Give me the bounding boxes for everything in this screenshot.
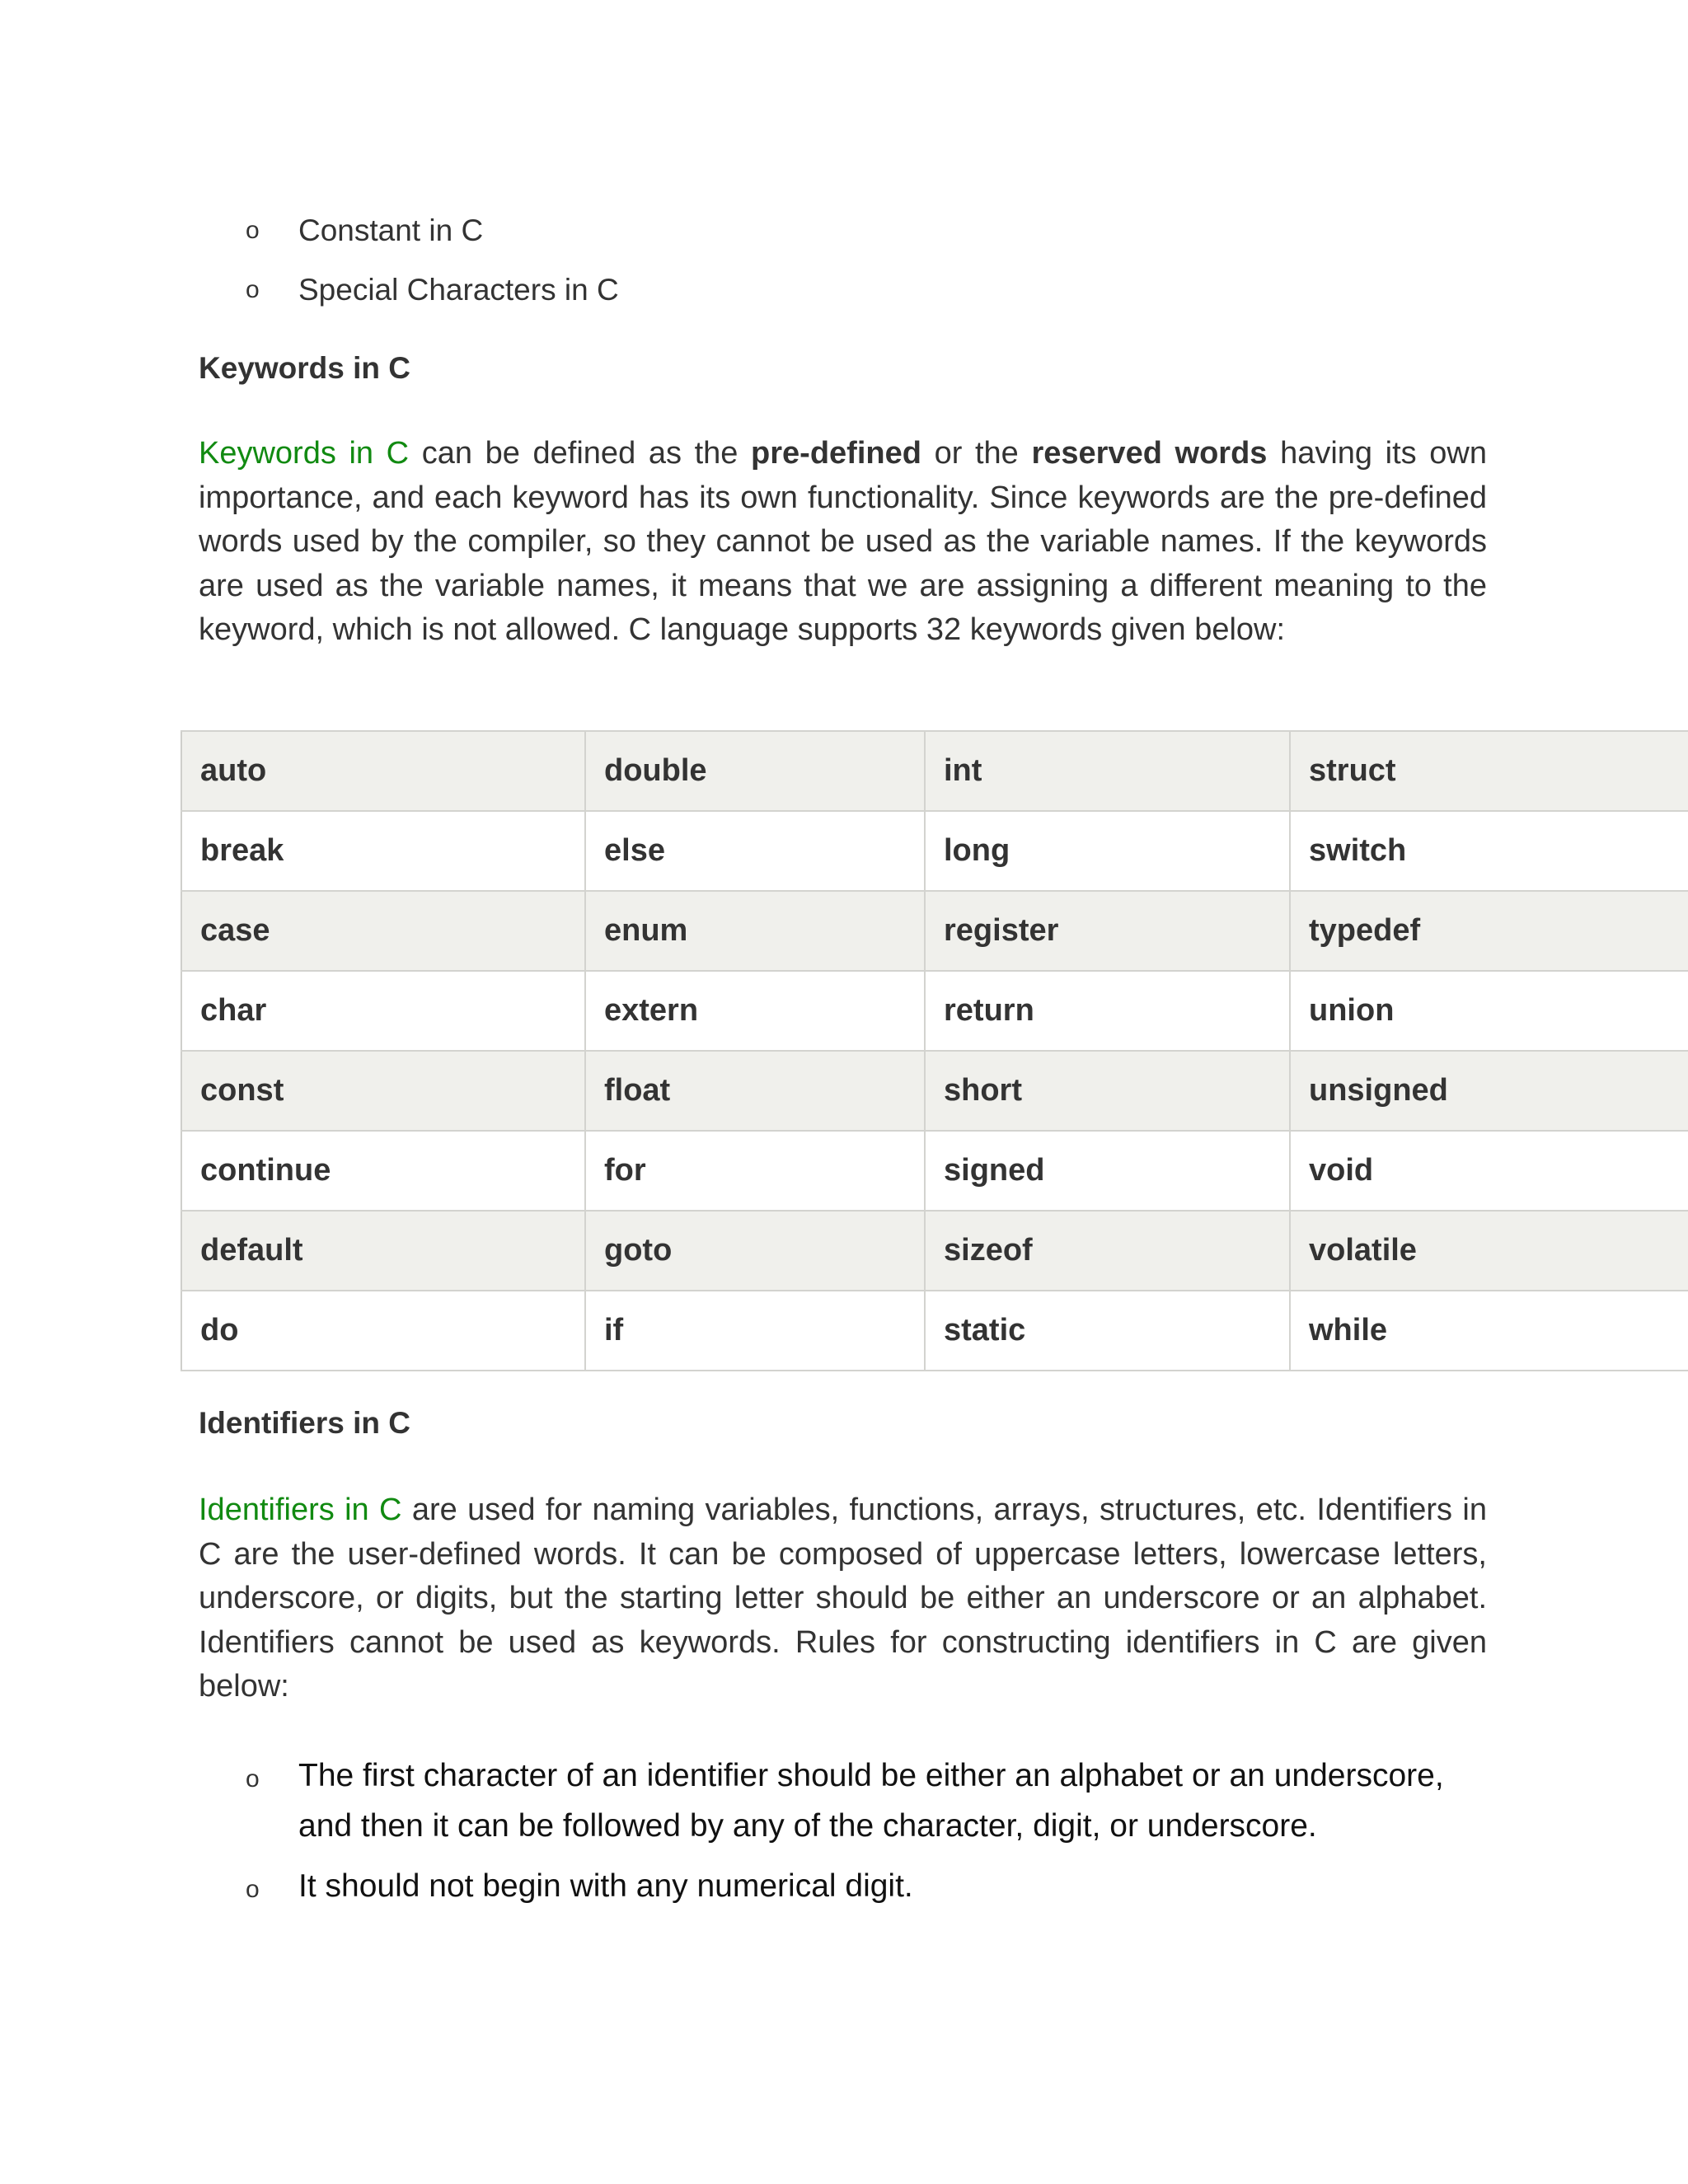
bold-term: reserved words bbox=[1031, 436, 1268, 471]
table-cell: switch bbox=[1290, 811, 1688, 891]
keywords-heading: Keywords in C bbox=[199, 351, 410, 385]
table-cell: void bbox=[1290, 1131, 1688, 1211]
identifiers-heading: Identifiers in C bbox=[199, 1406, 410, 1440]
table-cell: union bbox=[1290, 971, 1688, 1051]
table-cell: return bbox=[925, 971, 1290, 1051]
table-cell: do bbox=[181, 1291, 585, 1371]
table-row bbox=[181, 1211, 1688, 1291]
list-item bbox=[0, 1750, 1688, 1851]
table-cell: break bbox=[181, 811, 585, 891]
list-item bbox=[0, 201, 619, 260]
table-cell: case bbox=[181, 891, 585, 971]
keywords-table bbox=[181, 730, 1688, 1371]
table-cell: enum bbox=[585, 891, 925, 971]
keywords-paragraph bbox=[199, 432, 1487, 653]
table-cell: char bbox=[181, 971, 585, 1051]
keywords-link[interactable]: Keywords in C bbox=[199, 436, 410, 471]
table-cell: const bbox=[181, 1051, 585, 1131]
bold-term: pre-defined bbox=[751, 436, 921, 471]
identifiers-paragraph bbox=[199, 1488, 1487, 1709]
table-row bbox=[181, 891, 1688, 971]
list-item bbox=[0, 260, 619, 320]
table-row bbox=[181, 971, 1688, 1051]
paragraph-text: are used for naming variables, functions, arrays, structures, etc. Identifiers in C are the user-defined words. It can be composed of uppercase letters, lowercase letters, underscore, or digits, but the starting letter should be either an underscore or an alphabet. Identifiers cannot be used as keywords. Rules for constructing identifiers in C are given below: bbox=[199, 1493, 1487, 1704]
table-cell: float bbox=[585, 1051, 925, 1131]
table-cell: int bbox=[925, 731, 1290, 811]
table-cell: goto bbox=[585, 1211, 925, 1291]
bullet-icon: o bbox=[246, 217, 260, 244]
table-cell: continue bbox=[181, 1131, 585, 1211]
table-row bbox=[181, 731, 1688, 811]
table-row bbox=[181, 1291, 1688, 1371]
table-cell: register bbox=[925, 891, 1290, 971]
table-cell: double bbox=[585, 731, 925, 811]
list-item-text: The first character of an identifier should be either an alphabet or an underscore, and then it can be followed by any of the character, digit, or underscore. bbox=[298, 1758, 1444, 1844]
list-item-text: Constant in C bbox=[298, 213, 484, 247]
identifiers-link[interactable]: Identifiers in C bbox=[199, 1493, 402, 1527]
list-item-text: It should not begin with any numerical digit. bbox=[298, 1868, 913, 1904]
table-cell: default bbox=[181, 1211, 585, 1291]
table-cell: while bbox=[1290, 1291, 1688, 1371]
paragraph-text: can be defined as the bbox=[409, 436, 752, 471]
table-cell: typedef bbox=[1290, 891, 1688, 971]
table-cell: static bbox=[925, 1291, 1290, 1371]
table-cell: long bbox=[925, 811, 1290, 891]
table-row bbox=[181, 811, 1688, 891]
table-cell: for bbox=[585, 1131, 925, 1211]
table-cell: volatile bbox=[1290, 1211, 1688, 1291]
table-row bbox=[181, 1051, 1688, 1131]
identifier-rules-list bbox=[0, 1750, 1688, 1921]
table-cell: signed bbox=[925, 1131, 1290, 1211]
table-cell: extern bbox=[585, 971, 925, 1051]
paragraph-text: or the bbox=[921, 436, 1032, 471]
topic-list bbox=[0, 201, 619, 320]
bullet-icon: o bbox=[246, 1765, 260, 1793]
table-cell: auto bbox=[181, 731, 585, 811]
table-cell: unsigned bbox=[1290, 1051, 1688, 1131]
table-cell: if bbox=[585, 1291, 925, 1371]
bullet-icon: o bbox=[246, 1876, 260, 1903]
table-cell: struct bbox=[1290, 731, 1688, 811]
table-row bbox=[181, 1131, 1688, 1211]
bullet-icon: o bbox=[246, 276, 260, 303]
table-cell: else bbox=[585, 811, 925, 891]
table-cell: short bbox=[925, 1051, 1290, 1131]
paragraph-text: having its own importance, and each keyword has its own functionality. Since keywords are the pre-defined words used by the compiler, so they cannot be used as the variable names. If the keywords are used as the variable names, it means that we are assigning a different meaning to the keyword, which is not allowed. C language supports 32 keywords given below: bbox=[199, 436, 1488, 647]
list-item-text: Special Characters in C bbox=[298, 273, 619, 307]
list-item bbox=[0, 1861, 1688, 1911]
table-cell: sizeof bbox=[925, 1211, 1290, 1291]
